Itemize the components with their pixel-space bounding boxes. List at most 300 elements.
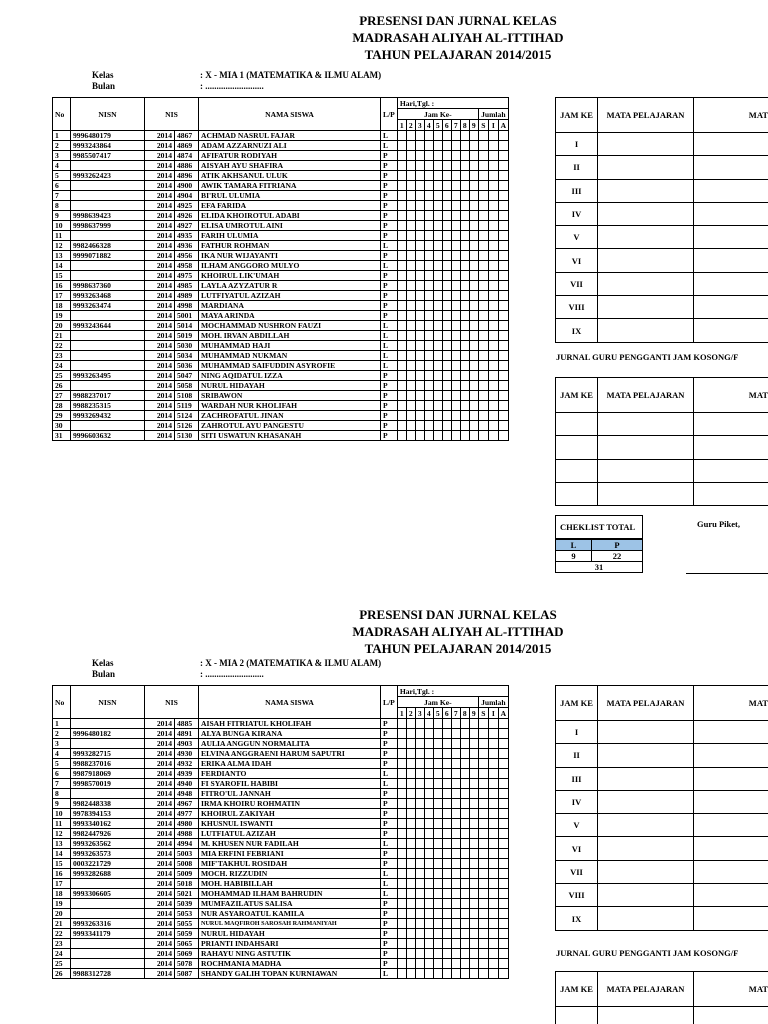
attendance-cell[interactable] <box>406 819 415 829</box>
jumlah-cell[interactable] <box>488 351 498 361</box>
jumlah-cell[interactable] <box>478 281 488 291</box>
attendance-cell[interactable] <box>424 929 433 939</box>
attendance-cell[interactable] <box>442 919 451 929</box>
attendance-cell[interactable] <box>451 351 460 361</box>
jumlah-cell[interactable] <box>498 371 508 381</box>
attendance-cell[interactable] <box>406 939 415 949</box>
mata-pelajaran-cell[interactable] <box>598 814 694 837</box>
jumlah-cell[interactable] <box>478 231 488 241</box>
attendance-cell[interactable] <box>460 749 469 759</box>
attendance-cell[interactable] <box>442 729 451 739</box>
attendance-cell[interactable] <box>424 291 433 301</box>
attendance-cell[interactable] <box>460 849 469 859</box>
attendance-cell[interactable] <box>406 211 415 221</box>
attendance-cell[interactable] <box>406 251 415 261</box>
attendance-cell[interactable] <box>397 331 406 341</box>
mat-cell[interactable] <box>694 272 768 295</box>
attendance-cell[interactable] <box>397 949 406 959</box>
attendance-cell[interactable] <box>397 849 406 859</box>
attendance-cell[interactable] <box>415 271 424 281</box>
jumlah-cell[interactable] <box>488 261 498 271</box>
mata-pelajaran-cell[interactable] <box>598 721 694 744</box>
attendance-cell[interactable] <box>424 251 433 261</box>
attendance-cell[interactable] <box>433 251 442 261</box>
attendance-cell[interactable] <box>469 929 478 939</box>
attendance-cell[interactable] <box>451 919 460 929</box>
attendance-cell[interactable] <box>424 819 433 829</box>
attendance-cell[interactable] <box>469 919 478 929</box>
attendance-cell[interactable] <box>460 361 469 371</box>
attendance-cell[interactable] <box>469 729 478 739</box>
jumlah-cell[interactable] <box>478 799 488 809</box>
attendance-cell[interactable] <box>433 291 442 301</box>
attendance-cell[interactable] <box>442 719 451 729</box>
jumlah-cell[interactable] <box>478 351 488 361</box>
attendance-cell[interactable] <box>397 739 406 749</box>
attendance-cell[interactable] <box>433 969 442 979</box>
jumlah-cell[interactable] <box>488 829 498 839</box>
attendance-cell[interactable] <box>397 401 406 411</box>
attendance-cell[interactable] <box>424 151 433 161</box>
attendance-cell[interactable] <box>397 131 406 141</box>
mata-pelajaran-cell[interactable] <box>598 767 694 790</box>
jumlah-cell[interactable] <box>488 839 498 849</box>
attendance-cell[interactable] <box>442 789 451 799</box>
attendance-cell[interactable] <box>433 739 442 749</box>
jumlah-cell[interactable] <box>478 749 488 759</box>
attendance-cell[interactable] <box>406 421 415 431</box>
jumlah-cell[interactable] <box>498 361 508 371</box>
mat-cell[interactable] <box>694 179 768 202</box>
attendance-cell[interactable] <box>397 391 406 401</box>
attendance-cell[interactable] <box>469 749 478 759</box>
jumlah-cell[interactable] <box>488 809 498 819</box>
attendance-cell[interactable] <box>415 839 424 849</box>
attendance-cell[interactable] <box>442 221 451 231</box>
attendance-cell[interactable] <box>433 929 442 939</box>
attendance-cell[interactable] <box>451 211 460 221</box>
attendance-cell[interactable] <box>397 879 406 889</box>
attendance-cell[interactable] <box>406 889 415 899</box>
attendance-cell[interactable] <box>442 281 451 291</box>
attendance-cell[interactable] <box>424 191 433 201</box>
jumlah-cell[interactable] <box>498 161 508 171</box>
attendance-cell[interactable] <box>424 391 433 401</box>
attendance-cell[interactable] <box>415 171 424 181</box>
attendance-cell[interactable] <box>424 759 433 769</box>
attendance-cell[interactable] <box>424 141 433 151</box>
jumlah-cell[interactable] <box>488 411 498 421</box>
attendance-cell[interactable] <box>460 969 469 979</box>
attendance-cell[interactable] <box>460 789 469 799</box>
attendance-cell[interactable] <box>415 859 424 869</box>
attendance-cell[interactable] <box>469 739 478 749</box>
attendance-cell[interactable] <box>406 899 415 909</box>
attendance-cell[interactable] <box>460 401 469 411</box>
jumlah-cell[interactable] <box>488 769 498 779</box>
jumlah-cell[interactable] <box>498 939 508 949</box>
attendance-cell[interactable] <box>451 231 460 241</box>
jumlah-cell[interactable] <box>488 749 498 759</box>
jumlah-cell[interactable] <box>488 321 498 331</box>
jumlah-cell[interactable] <box>488 959 498 969</box>
attendance-cell[interactable] <box>415 729 424 739</box>
jumlah-cell[interactable] <box>488 291 498 301</box>
jumlah-cell[interactable] <box>498 391 508 401</box>
attendance-cell[interactable] <box>397 161 406 171</box>
jumlah-cell[interactable] <box>478 899 488 909</box>
mat-cell[interactable] <box>694 790 768 813</box>
attendance-cell[interactable] <box>406 151 415 161</box>
attendance-cell[interactable] <box>433 431 442 441</box>
attendance-cell[interactable] <box>433 809 442 819</box>
attendance-cell[interactable] <box>460 331 469 341</box>
attendance-cell[interactable] <box>424 949 433 959</box>
attendance-cell[interactable] <box>424 231 433 241</box>
attendance-cell[interactable] <box>424 769 433 779</box>
jumlah-cell[interactable] <box>488 949 498 959</box>
attendance-cell[interactable] <box>406 859 415 869</box>
attendance-cell[interactable] <box>433 949 442 959</box>
attendance-cell[interactable] <box>415 351 424 361</box>
attendance-cell[interactable] <box>451 959 460 969</box>
attendance-cell[interactable] <box>442 849 451 859</box>
jumlah-cell[interactable] <box>498 969 508 979</box>
jumlah-cell[interactable] <box>488 719 498 729</box>
jumlah-cell[interactable] <box>498 769 508 779</box>
attendance-cell[interactable] <box>424 909 433 919</box>
attendance-cell[interactable] <box>406 321 415 331</box>
attendance-cell[interactable] <box>460 819 469 829</box>
attendance-cell[interactable] <box>415 341 424 351</box>
jumlah-cell[interactable] <box>498 411 508 421</box>
attendance-cell[interactable] <box>460 141 469 151</box>
attendance-cell[interactable] <box>460 291 469 301</box>
attendance-cell[interactable] <box>460 271 469 281</box>
attendance-cell[interactable] <box>442 899 451 909</box>
attendance-cell[interactable] <box>442 779 451 789</box>
attendance-cell[interactable] <box>451 361 460 371</box>
jumlah-cell[interactable] <box>488 919 498 929</box>
attendance-cell[interactable] <box>469 241 478 251</box>
mata-pelajaran-cell[interactable] <box>598 226 694 249</box>
attendance-cell[interactable] <box>424 829 433 839</box>
attendance-cell[interactable] <box>442 421 451 431</box>
jumlah-cell[interactable] <box>488 151 498 161</box>
attendance-cell[interactable] <box>433 281 442 291</box>
attendance-cell[interactable] <box>424 809 433 819</box>
attendance-cell[interactable] <box>433 909 442 919</box>
attendance-cell[interactable] <box>451 839 460 849</box>
attendance-cell[interactable] <box>460 919 469 929</box>
jumlah-cell[interactable] <box>498 779 508 789</box>
attendance-cell[interactable] <box>397 211 406 221</box>
attendance-cell[interactable] <box>406 829 415 839</box>
attendance-cell[interactable] <box>415 151 424 161</box>
attendance-cell[interactable] <box>469 261 478 271</box>
attendance-cell[interactable] <box>424 281 433 291</box>
attendance-cell[interactable] <box>424 161 433 171</box>
attendance-cell[interactable] <box>415 161 424 171</box>
attendance-cell[interactable] <box>460 201 469 211</box>
jumlah-cell[interactable] <box>498 739 508 749</box>
mata-pelajaran-cell[interactable] <box>598 202 694 225</box>
attendance-cell[interactable] <box>433 231 442 241</box>
attendance-cell[interactable] <box>397 371 406 381</box>
attendance-cell[interactable] <box>460 879 469 889</box>
attendance-cell[interactable] <box>460 899 469 909</box>
jumlah-cell[interactable] <box>478 131 488 141</box>
jumlah-cell[interactable] <box>498 929 508 939</box>
attendance-cell[interactable] <box>442 969 451 979</box>
attendance-cell[interactable] <box>460 231 469 241</box>
attendance-cell[interactable] <box>451 271 460 281</box>
jumlah-cell[interactable] <box>478 809 488 819</box>
attendance-cell[interactable] <box>460 131 469 141</box>
attendance-cell[interactable] <box>460 341 469 351</box>
attendance-cell[interactable] <box>424 171 433 181</box>
jumlah-cell[interactable] <box>498 889 508 899</box>
attendance-cell[interactable] <box>442 769 451 779</box>
attendance-cell[interactable] <box>424 381 433 391</box>
attendance-cell[interactable] <box>397 431 406 441</box>
jumlah-cell[interactable] <box>478 839 488 849</box>
attendance-cell[interactable] <box>469 431 478 441</box>
jumlah-cell[interactable] <box>498 191 508 201</box>
attendance-cell[interactable] <box>415 381 424 391</box>
attendance-cell[interactable] <box>460 281 469 291</box>
jumlah-cell[interactable] <box>478 859 488 869</box>
jumlah-cell[interactable] <box>498 849 508 859</box>
attendance-cell[interactable] <box>451 849 460 859</box>
attendance-cell[interactable] <box>469 859 478 869</box>
attendance-cell[interactable] <box>442 301 451 311</box>
jumlah-cell[interactable] <box>498 231 508 241</box>
attendance-cell[interactable] <box>424 899 433 909</box>
mat-cell[interactable] <box>694 202 768 225</box>
mata-pelajaran-cell[interactable] <box>598 156 694 179</box>
attendance-cell[interactable] <box>442 939 451 949</box>
attendance-cell[interactable] <box>433 421 442 431</box>
attendance-cell[interactable] <box>451 301 460 311</box>
jumlah-cell[interactable] <box>478 321 488 331</box>
attendance-cell[interactable] <box>433 779 442 789</box>
attendance-cell[interactable] <box>442 261 451 271</box>
attendance-cell[interactable] <box>451 789 460 799</box>
attendance-cell[interactable] <box>460 151 469 161</box>
attendance-cell[interactable] <box>442 799 451 809</box>
attendance-cell[interactable] <box>415 779 424 789</box>
attendance-cell[interactable] <box>460 949 469 959</box>
attendance-cell[interactable] <box>451 411 460 421</box>
jumlah-cell[interactable] <box>488 739 498 749</box>
attendance-cell[interactable] <box>460 251 469 261</box>
attendance-cell[interactable] <box>469 291 478 301</box>
attendance-cell[interactable] <box>469 969 478 979</box>
jumlah-cell[interactable] <box>478 391 488 401</box>
attendance-cell[interactable] <box>424 959 433 969</box>
jumlah-cell[interactable] <box>498 321 508 331</box>
attendance-cell[interactable] <box>433 311 442 321</box>
mat-cell[interactable] <box>694 721 768 744</box>
jumlah-cell[interactable] <box>478 191 488 201</box>
jumlah-cell[interactable] <box>488 431 498 441</box>
attendance-cell[interactable] <box>433 749 442 759</box>
attendance-cell[interactable] <box>397 839 406 849</box>
attendance-cell[interactable] <box>424 431 433 441</box>
attendance-cell[interactable] <box>406 431 415 441</box>
attendance-cell[interactable] <box>406 739 415 749</box>
jumlah-cell[interactable] <box>498 799 508 809</box>
attendance-cell[interactable] <box>451 191 460 201</box>
attendance-cell[interactable] <box>460 371 469 381</box>
attendance-cell[interactable] <box>397 271 406 281</box>
jumlah-cell[interactable] <box>498 181 508 191</box>
attendance-cell[interactable] <box>415 231 424 241</box>
jumlah-cell[interactable] <box>478 739 488 749</box>
attendance-cell[interactable] <box>433 869 442 879</box>
mat-cell[interactable] <box>694 884 768 907</box>
attendance-cell[interactable] <box>415 919 424 929</box>
attendance-cell[interactable] <box>442 949 451 959</box>
attendance-cell[interactable] <box>415 371 424 381</box>
jumlah-cell[interactable] <box>478 381 488 391</box>
jumlah-cell[interactable] <box>498 729 508 739</box>
attendance-cell[interactable] <box>451 151 460 161</box>
attendance-cell[interactable] <box>424 969 433 979</box>
attendance-cell[interactable] <box>460 769 469 779</box>
jumlah-cell[interactable] <box>488 311 498 321</box>
attendance-cell[interactable] <box>406 311 415 321</box>
attendance-cell[interactable] <box>442 181 451 191</box>
attendance-cell[interactable] <box>451 311 460 321</box>
attendance-cell[interactable] <box>451 341 460 351</box>
jumlah-cell[interactable] <box>488 879 498 889</box>
attendance-cell[interactable] <box>415 241 424 251</box>
attendance-cell[interactable] <box>442 231 451 241</box>
attendance-cell[interactable] <box>433 221 442 231</box>
attendance-cell[interactable] <box>415 221 424 231</box>
attendance-cell[interactable] <box>406 291 415 301</box>
jumlah-cell[interactable] <box>498 909 508 919</box>
attendance-cell[interactable] <box>460 211 469 221</box>
attendance-cell[interactable] <box>442 401 451 411</box>
attendance-cell[interactable] <box>451 929 460 939</box>
attendance-cell[interactable] <box>433 131 442 141</box>
jumlah-cell[interactable] <box>498 261 508 271</box>
jumlah-cell[interactable] <box>498 839 508 849</box>
jumlah-cell[interactable] <box>478 141 488 151</box>
attendance-cell[interactable] <box>433 859 442 869</box>
attendance-cell[interactable] <box>433 351 442 361</box>
jumlah-cell[interactable] <box>488 381 498 391</box>
attendance-cell[interactable] <box>469 949 478 959</box>
jumlah-cell[interactable] <box>478 311 488 321</box>
attendance-cell[interactable] <box>415 819 424 829</box>
jumlah-cell[interactable] <box>498 131 508 141</box>
attendance-cell[interactable] <box>460 171 469 181</box>
attendance-cell[interactable] <box>433 799 442 809</box>
attendance-cell[interactable] <box>433 819 442 829</box>
attendance-cell[interactable] <box>424 729 433 739</box>
attendance-cell[interactable] <box>451 141 460 151</box>
attendance-cell[interactable] <box>415 431 424 441</box>
jumlah-cell[interactable] <box>488 331 498 341</box>
attendance-cell[interactable] <box>397 381 406 391</box>
attendance-cell[interactable] <box>469 909 478 919</box>
attendance-cell[interactable] <box>406 879 415 889</box>
attendance-cell[interactable] <box>460 321 469 331</box>
attendance-cell[interactable] <box>442 371 451 381</box>
attendance-cell[interactable] <box>451 261 460 271</box>
jumlah-cell[interactable] <box>498 271 508 281</box>
jumlah-cell[interactable] <box>488 131 498 141</box>
attendance-cell[interactable] <box>406 809 415 819</box>
jumlah-cell[interactable] <box>488 899 498 909</box>
jumlah-cell[interactable] <box>498 719 508 729</box>
mat-cell[interactable] <box>694 133 768 156</box>
attendance-cell[interactable] <box>433 371 442 381</box>
jumlah-cell[interactable] <box>478 151 488 161</box>
attendance-cell[interactable] <box>424 401 433 411</box>
jumlah-cell[interactable] <box>478 769 488 779</box>
jumlah-cell[interactable] <box>478 431 488 441</box>
attendance-cell[interactable] <box>406 161 415 171</box>
attendance-cell[interactable] <box>451 769 460 779</box>
jumlah-cell[interactable] <box>498 151 508 161</box>
attendance-cell[interactable] <box>406 351 415 361</box>
attendance-cell[interactable] <box>433 171 442 181</box>
attendance-cell[interactable] <box>433 201 442 211</box>
mat-cell[interactable] <box>694 156 768 179</box>
attendance-cell[interactable] <box>433 211 442 221</box>
jumlah-cell[interactable] <box>478 789 488 799</box>
attendance-cell[interactable] <box>469 789 478 799</box>
attendance-cell[interactable] <box>397 749 406 759</box>
attendance-cell[interactable] <box>469 719 478 729</box>
jumlah-cell[interactable] <box>498 211 508 221</box>
attendance-cell[interactable] <box>424 371 433 381</box>
attendance-cell[interactable] <box>451 949 460 959</box>
attendance-cell[interactable] <box>406 341 415 351</box>
attendance-cell[interactable] <box>460 191 469 201</box>
attendance-cell[interactable] <box>442 201 451 211</box>
jumlah-cell[interactable] <box>498 421 508 431</box>
attendance-cell[interactable] <box>424 919 433 929</box>
mat-cell[interactable] <box>694 860 768 883</box>
attendance-cell[interactable] <box>451 241 460 251</box>
attendance-cell[interactable] <box>433 401 442 411</box>
attendance-cell[interactable] <box>433 161 442 171</box>
attendance-cell[interactable] <box>415 251 424 261</box>
attendance-cell[interactable] <box>442 839 451 849</box>
attendance-cell[interactable] <box>406 281 415 291</box>
attendance-cell[interactable] <box>469 401 478 411</box>
attendance-cell[interactable] <box>433 879 442 889</box>
jumlah-cell[interactable] <box>488 909 498 919</box>
attendance-cell[interactable] <box>460 829 469 839</box>
jumlah-cell[interactable] <box>478 331 488 341</box>
jumlah-cell[interactable] <box>488 161 498 171</box>
attendance-cell[interactable] <box>406 401 415 411</box>
attendance-cell[interactable] <box>433 889 442 899</box>
attendance-cell[interactable] <box>451 381 460 391</box>
attendance-cell[interactable] <box>451 131 460 141</box>
jumlah-cell[interactable] <box>498 141 508 151</box>
attendance-cell[interactable] <box>460 939 469 949</box>
attendance-cell[interactable] <box>397 171 406 181</box>
jumlah-cell[interactable] <box>488 799 498 809</box>
